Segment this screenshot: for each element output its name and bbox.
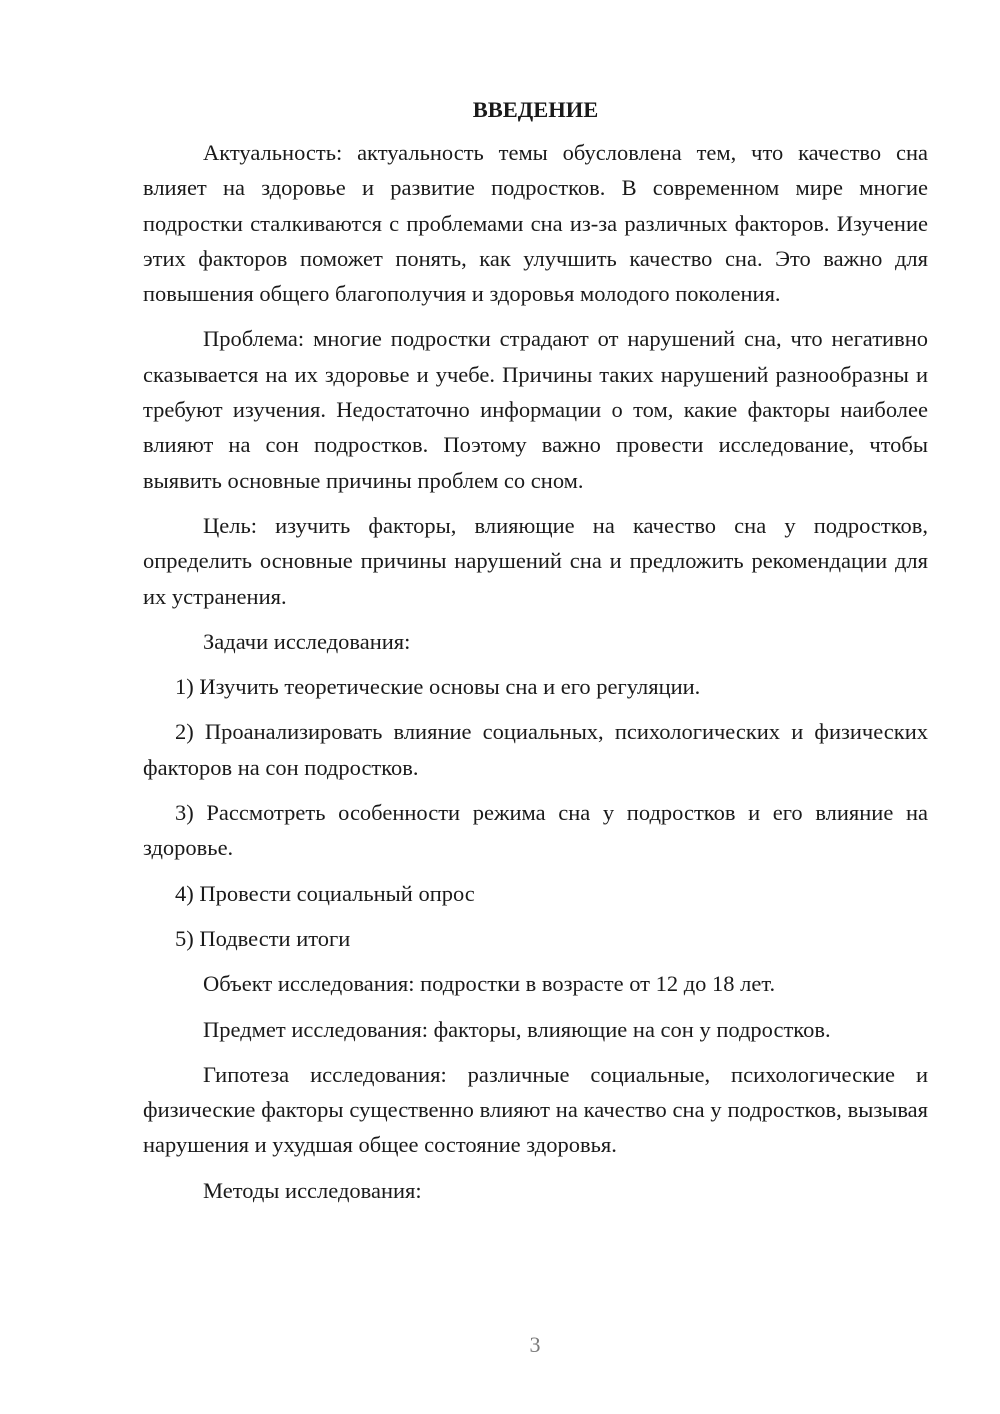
page-number: 3 bbox=[529, 1332, 541, 1357]
document-page bbox=[143, 92, 928, 1218]
paragraph-hypothesis: Гипотеза исследования: различные социальные, психологические и физические факторы существенно влияют на качество сна у подростков, вызывая нарушения и ухудшая общее состояние здоровья. bbox=[143, 1061, 928, 1158]
paragraph-object: Объект исследования: подростки в возрасте от 12 до 18 лет. bbox=[203, 971, 776, 997]
task-item-4: 4) Провести социальный опрос bbox=[175, 880, 475, 906]
methods-heading: Методы исследования: bbox=[203, 1177, 422, 1203]
tasks-heading: Задачи исследования: bbox=[203, 628, 411, 654]
task-item-3: 3) Рассмотреть особенности режима сна у подростков и его влияние на здоровье. bbox=[143, 800, 928, 861]
section-title: ВВЕДЕНИЕ bbox=[472, 97, 599, 122]
paragraph-goal: Цель: изучить факторы, влияющие на качество сна у подростков, определить основные причины нарушений сна и предложить рекомендации для их устранения. bbox=[143, 512, 928, 609]
task-item-2: 2) Проанализировать влияние социальных, психологических и физических факторов на сон подростков. bbox=[143, 719, 928, 780]
paragraph-subject: Предмет исследования: факторы, влияющие на сон у подростков. bbox=[203, 1016, 831, 1042]
paragraph-problem: Проблема: многие подростки страдают от нарушений сна, что негативно сказывается на их здоровье и учебе. Причины таких нарушений разнообразны и требуют изучения. Недостаточно информации о том, какие факторы наиболее влияют на сон подростков. Поэтому важно провести исследование, чтобы выявить основные причины проблем со сном. bbox=[143, 326, 928, 493]
task-item-5: 5) Подвести итоги bbox=[175, 925, 351, 951]
paragraph-relevance: Актуальность: актуальность темы обусловлена тем, что качество сна влияет на здоровье и развитие подростков. В современном мире многие подростки сталкиваются с проблемами сна из-за различных факторов. Изучение этих факторов поможет понять, как улучшить качество сна. Это важно для повышения общего благополучия и здоровья молодого поколения. bbox=[143, 140, 928, 307]
task-item-1: 1) Изучить теоретические основы сна и его регуляции. bbox=[175, 674, 701, 700]
